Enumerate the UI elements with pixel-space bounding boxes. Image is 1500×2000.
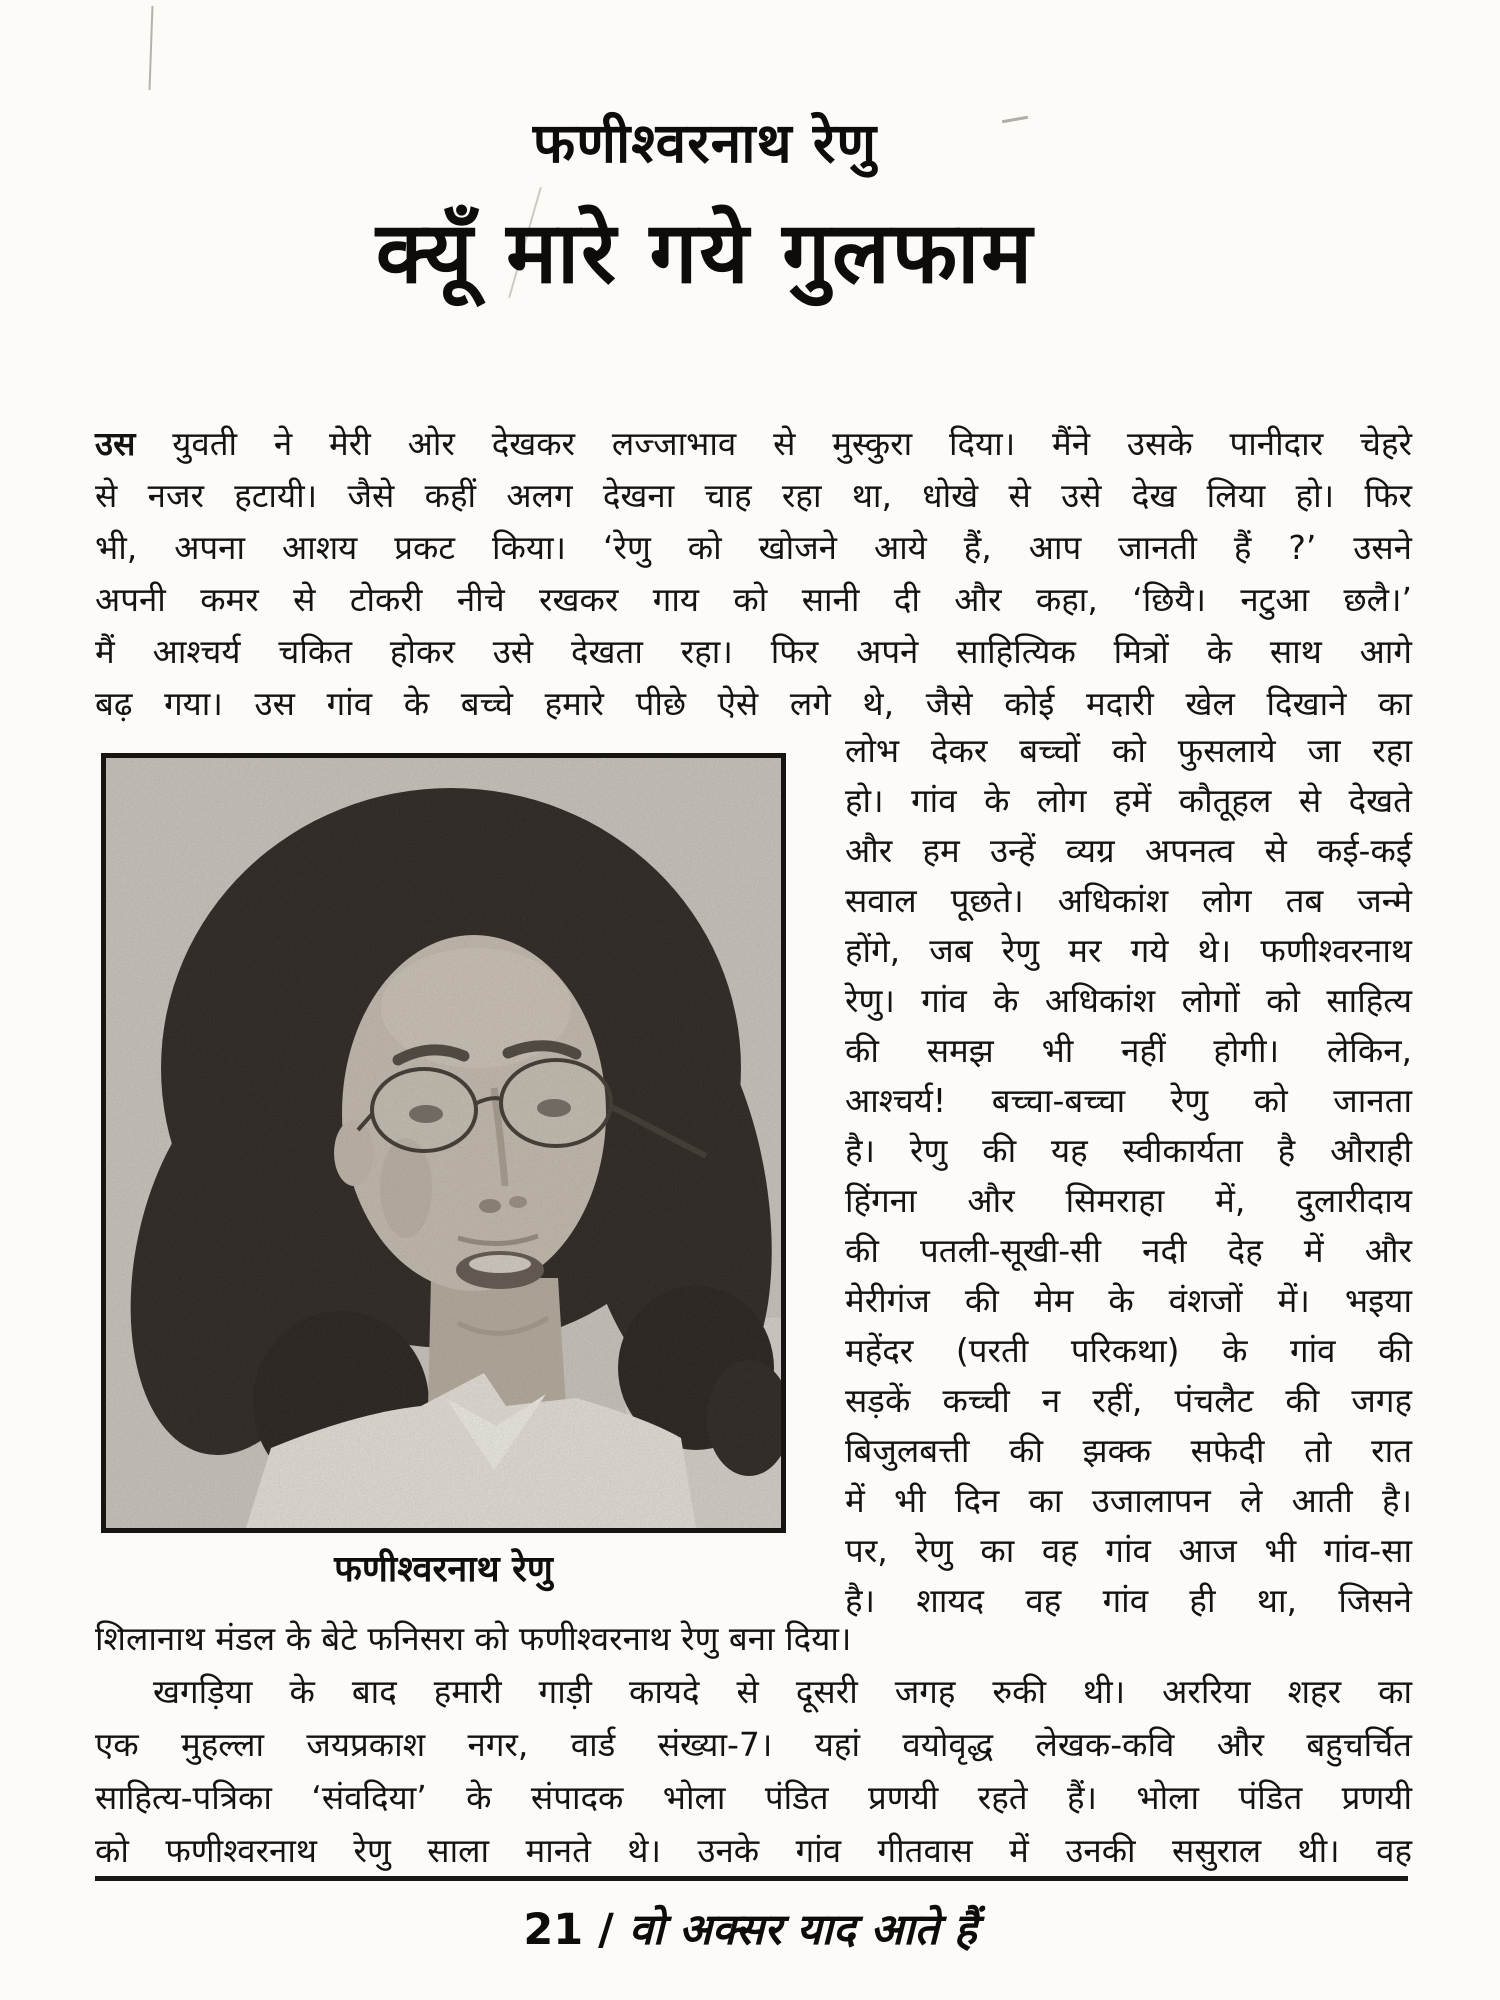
- author-name-title: फणीश्वरनाथ रेणु: [532, 111, 878, 175]
- footer-rule: [95, 1876, 1408, 1881]
- text-line: [95, 418, 1412, 470]
- text-line: से नजर हटायी। जैसे कहीं अलग देखना चाह रहा था, धोखे से उसे देख लिया हो। फिर: [95, 476, 1412, 515]
- text-line: महेंदर (परती परिकथा) के गांव की: [845, 1331, 1412, 1370]
- text-line: में भी दिन का उजालापन ले आती है।: [845, 1481, 1412, 1520]
- article-title: क्यूँ मारे गये गुलफाम: [375, 204, 1035, 303]
- paragraph-bottom: [95, 1612, 1412, 1877]
- footer-separator: /: [598, 1905, 614, 1955]
- scan-artifact-line: [149, 6, 154, 90]
- page-number: 21: [523, 1905, 584, 1955]
- text-line: आश्चर्य! बच्चा-बच्चा रेणु को जानता: [845, 1081, 1412, 1120]
- text-line: बिजुलबत्ती की झक्क सफेदी तो रात: [845, 1431, 1412, 1470]
- halftone-grain-overlay: [106, 758, 781, 1528]
- right-column: [845, 726, 1412, 1626]
- photo-figure: [101, 753, 786, 1592]
- text-line: रेणु। गांव के अधिकांश लोगों को साहित्य: [845, 981, 1412, 1020]
- text-line: खगड़िया के बाद हमारी गाड़ी कायदे से दूसरी जगह रुकी थी। अररिया शहर का: [153, 1672, 1412, 1711]
- text-line-rest: युवती ने मेरी ओर देखकर लज्जाभाव से मुस्कुरा दिया। मैंने उसके पानीदार चेहरे: [172, 424, 1412, 463]
- text-line: को फणीश्वरनाथ रेणु साला मानते थे। उनके गांव गीतवास में उनकी ससुराल थी। वह: [95, 1831, 1412, 1870]
- text-line: और हम उन्हें व्यग्र अपनत्व से कई-कई: [845, 831, 1412, 870]
- text-line: अपनी कमर से टोकरी नीचे रखकर गाय को सानी दी और कहा, ‘छियै। नटुआ छलै।’: [95, 580, 1412, 619]
- lead-word: उस: [95, 424, 136, 463]
- text-line: लोभ देकर बच्चों को फुसलाये जा रहा: [845, 731, 1412, 770]
- text-line: सवाल पूछते। अधिकांश लोग तब जन्मे: [845, 881, 1412, 920]
- footer: [0, 1898, 1500, 1957]
- text-line: की पतली-सूखी-सी नदी देह में और: [845, 1231, 1412, 1270]
- text-line: भी, अपना आशय प्रकट किया। ‘रेणु को खोजने आये हैं, आप जानती हैं ?’ उसने: [95, 528, 1412, 567]
- text-line: हिंगना और सिमराहा में, दुलारीदाय: [845, 1181, 1412, 1220]
- text-line: एक मुहल्ला जयप्रकाश नगर, वार्ड संख्या-7। यहां वयोवृद्ध लेखक-कवि और बहुचर्चित: [95, 1725, 1412, 1764]
- text-line: सड़कें कच्ची न रहीं, पंचलैट की जगह: [845, 1381, 1412, 1420]
- text-line: है। रेणु की यह स्वीकार्यता है औराही: [845, 1131, 1412, 1170]
- paragraph-top: [95, 418, 1412, 730]
- photo-caption: फणीश्वरनाथ रेणु: [334, 1549, 553, 1590]
- text-line: मैं आश्चर्य चकित होकर उसे देखता रहा। फिर अपने साहित्यिक मित्रों के साथ आगे: [95, 632, 1412, 671]
- text-line: की समझ भी नहीं होगी। लेकिन,: [845, 1031, 1412, 1070]
- book-title: वो अक्सर याद आते हैं: [628, 1905, 977, 1955]
- header: [0, 104, 1410, 307]
- text-line: मेरीगंज की मेम के वंशजों में। भइया: [845, 1281, 1412, 1320]
- text-line: हो। गांव के लोग हमें कौतूहल से देखते: [845, 781, 1412, 820]
- photo-frame: [101, 753, 786, 1533]
- portrait-photo: [106, 758, 781, 1528]
- text-line: पर, रेणु का वह गांव आज भी गांव-सा: [845, 1531, 1412, 1570]
- text-line: होंगे, जब रेणु मर गये थे। फणीश्वरनाथ: [845, 931, 1412, 970]
- text-line: शिलानाथ मंडल के बेटे फनिसरा को फणीश्वरनाथ रेणु बना दिया।: [95, 1619, 852, 1658]
- text-line: बढ़ गया। उस गांव के बच्चे हमारे पीछे ऐसे लगे थे, जैसे कोई मदारी खेल दिखाने का: [95, 684, 1412, 723]
- text-line: साहित्य-पत्रिका ‘संवदिया’ के संपादक भोला पंडित प्रणयी रहते हैं। भोला पंडित प्रणयी: [95, 1778, 1412, 1817]
- text-line: है। शायद वह गांव ही था, जिसने: [845, 1581, 1412, 1620]
